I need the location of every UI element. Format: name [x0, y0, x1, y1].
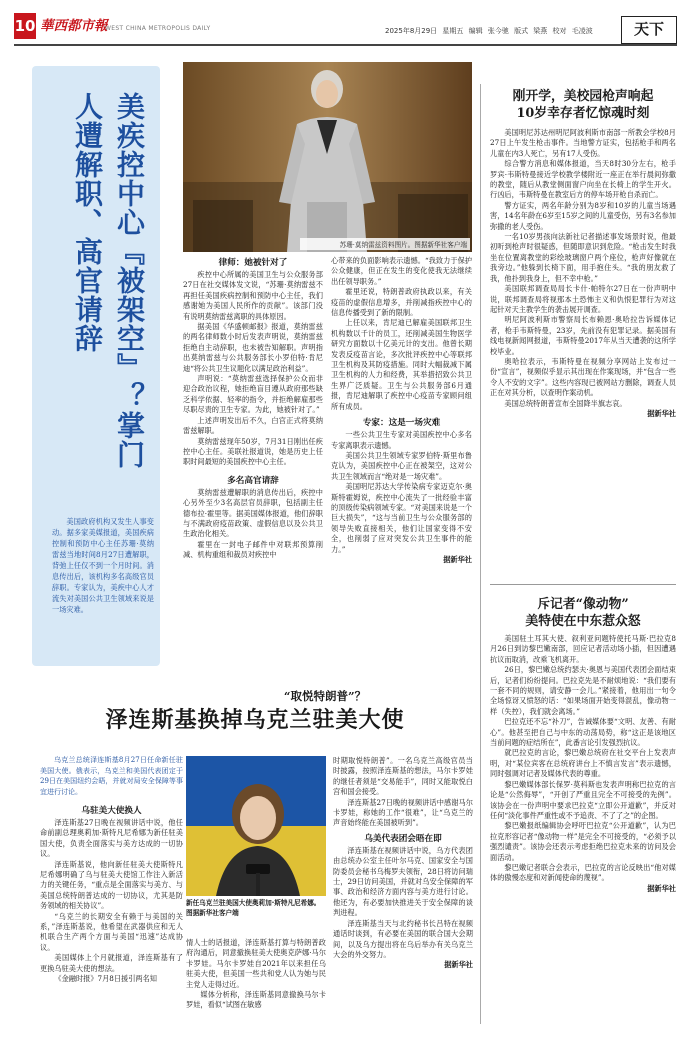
- issue-info: 2025年8月29日 星期五 编辑 张今驰 版式 梁燕 校对 毛凌波: [385, 27, 593, 35]
- article-text: [183, 488, 323, 561]
- paragraph: “乌克兰的长期安全有赖于与美国的关系，”泽连斯基说，他希望在武器供应和无人机联合生产两个方面与美国“迅速”达成协议。: [40, 911, 183, 952]
- article-text: [40, 818, 183, 985]
- paragraph: 时期取悦特朗普”。一名乌克兰高级官员当时披露，按照泽连斯基的想法，马尔卡罗娃的继任者须是“交易能手”，同时又能取悦白宫和国会接受。: [333, 756, 473, 797]
- paragraph: 《金融时报》7月8日援引两名知: [54, 974, 157, 984]
- paragraph: 警方证实，两名年龄分别为8岁和10岁的儿童当场遇害，14名年龄在6岁至15岁之间的儿童受伤，另有3名参加弥撒的老人受伤。: [490, 200, 676, 231]
- story-divider: [490, 584, 676, 585]
- article-text: [331, 430, 472, 555]
- header-rule: [14, 44, 677, 46]
- column-divider: [480, 84, 481, 1024]
- source-credit: 据新华社: [443, 554, 472, 564]
- newspaper-logo: 華西都市報: [40, 18, 108, 34]
- paragraph: 莫纳雷兹现年50岁，7月31日刚出任疾控中心主任。美联社报道说，她是历史上任职时间最短的美国疾控中心主任。: [183, 436, 323, 467]
- paragraph: 霍里在一封电子邮件中对联邦预算削减、机构重组和裁员对疾控中: [183, 539, 323, 560]
- source-credit: 据新华社: [444, 960, 473, 970]
- paragraph: 泽连斯基说，他向新任驻美大使斯特凡尼希娜明确了乌与驻美大使馆工作注入新活力的关键任务，“重点是全面落实与美方、与美国总统特朗普达成的一切协议，尤其是防务领域的相关协议”。: [40, 859, 183, 911]
- story-headline-text: 斥记者“像动物” 美特使在中东惹众怒: [525, 597, 641, 629]
- paragraph: 美国媒体上个月就报道，泽连斯基有了更换乌驻美大使的想法。: [40, 953, 183, 973]
- paragraph: 明尼阿波利斯市警察局长布赖恩·奥哈拉告诉媒体记者，枪手韦斯特曼，23岁，先前没有犯罪记录。据美国有线电视新闻网报道，韦斯特曼2017年从当天遭袭的这所学校毕业。: [490, 315, 676, 356]
- paragraph: 泽连斯基27日晚在视频讲话中说，他任命前副总理奥莉加·斯特凡尼希娜为新任驻美国大使，负责全面落实与美方达成的一切协议。: [40, 818, 183, 859]
- paragraph: 据美国《华盛顿邮报》报道，莫纳雷兹的两名律师数小时后发表声明说，莫纳雷兹拒绝自主动辞职，也未被告知解职。声明指出莫纳雷兹与公共服务部长小罗伯特·肯尼迪“将公共卫生议题化以满足政治利益”。: [183, 322, 323, 373]
- paragraph: 莫纳雷兹遭解职的消息传出后，疾控中心另外至少3名高层官员辞职，包括副主任德布拉·霍里等。据美国媒体报道，他们辞职与不满政府疫苗政策、虚假信息以及公共卫生政治化相关。: [183, 487, 323, 539]
- story-headline-text: 刚开学，美校园枪声响起 10岁幸存者忆惊魂时刻: [512, 89, 654, 121]
- ambassador-photo-image: [186, 756, 326, 896]
- article-text: [333, 846, 473, 960]
- paragraph: 奥哈拉表示，韦斯特曼在视频分享网站上发布过一份“宣言”，视频似乎显示其出现在作案现场，并“包含一些令人不安的文字”。这些内容现已被网站方删除，调查人员正在对其分析，以查明作案动机。: [490, 356, 676, 398]
- lead-headline: 美疾控中心『被架空』？掌门人遭解职、高官请辞: [71, 92, 146, 469]
- paragraph: 黎巴嫩记者联合会表示，巴拉克的言论反映出“他对媒体的傲慢态度和对新闻使命的蔑视”。: [490, 862, 676, 883]
- subheading: 多名高官请辞: [227, 475, 279, 486]
- paragraph: 美国驻土耳其大使、叙利亚问题特使托马斯·巴拉克8月26日到访黎巴嫩南部，回应记者活动场小插，但因遭遇抗议而取消，改乘飞机离开。: [490, 634, 676, 664]
- source-credit: 据新华社: [647, 408, 676, 418]
- newspaper-name-en: WEST CHINA METROPOLIS DAILY: [105, 25, 211, 32]
- paragraph: 美国公共卫生领域专家罗伯特·斯里布鲁克认为，美国疾控中心正在被架空，这对公共卫生领域而言“绝对是一场灾难”。: [331, 450, 472, 481]
- paragraph: 美国明尼苏达大学传染病专家迈克尔·奥斯特霍姆说，疾控中心流失了一批经验丰富的顶级传染病领域专家。“对美国来说是一个巨大损失”，“这与当前卫生与公众服务部的领导失败直接相关，他们让国家变得不安全，也削弱了应对突发公共卫生事件的能力。”: [331, 482, 472, 554]
- subheading: 乌美代表团会晤在即: [364, 833, 442, 844]
- story-headline: [488, 596, 678, 630]
- paragraph: 泽连斯基27日晚的视频讲话中感谢马尔卡罗娃，称她的工作“很难”，让“乌克兰的声音始终能在美国被听到”。: [333, 797, 473, 828]
- paragraph: 泽连斯基在视频讲话中说，乌方代表团由总统办公室主任叶尔马克、国家安全与国防委员会秘书乌梅罗夫领衔，28日将访问瑞士，29日访问美国，并就对乌安全保障的军事、政治和经济方面内容与美方进行讨论。他还为，有必要加快推进关于安全保障的谈判进程。: [333, 845, 473, 918]
- main-photo: [183, 62, 472, 252]
- paragraph: 声明说：“莫纳雷兹选择保护公众而非迎合政治议程，她拒绝盲目遵从政府那些缺乏科学依据、轻率的指令，并拒绝解雇那些尽职尽责的卫生专家。为此，她被针对了。”: [183, 374, 323, 415]
- section-name: 天下: [621, 16, 677, 44]
- paragraph: 上述声明发出后不久，白宫正式将莫纳雷兹解职。: [183, 415, 323, 436]
- paragraph: 美国联邦调查局局长卡什·帕特尔27日在一份声明中说，联邦调查局将视那本土恐怖主义和仇恨犯罪行为对这起针对天主教学生的袭击展开调查。: [490, 284, 676, 314]
- subheading: 乌驻美大使换人: [81, 806, 142, 816]
- article2-column-2: [186, 938, 326, 1034]
- story-body: [490, 634, 676, 1032]
- lead-column-1: [183, 256, 323, 656]
- ambassador-photo: [186, 756, 326, 896]
- paragraph: 媒体分析称，泽连斯基同意撤换马尔卡罗娃，看似“试图在敏感: [186, 990, 326, 1010]
- paragraph: 美国明尼苏达州明尼阿波利斯市南部一所教会学校8月27日上午发生枪击事件。当地警方证实，包括枪手和两名儿童在内3人死亡，另有17人受伤。: [490, 128, 676, 158]
- lead-summary: 美国政府机构又发生人事变动。据多家美媒报道，美国疾病控制和预防中心主任苏珊·莫纳雷兹当地时间8月27日遭解职，背弛上任仅不到一个月时间。消息传出后，该机构多名高级官员辞职。专家认为，美疾中心人才流失对美国公共卫生领域来说是一场灾难。: [52, 517, 154, 614]
- story-headline: [488, 88, 678, 122]
- main-photo-image: [183, 62, 472, 252]
- paragraph: 泽连斯基当天与北约秘书长吕特在视频通话时谈到，有必要在美国的联合国大会期间，以及乌方提出将在乌后举办有关乌克兰大会的外交努力。: [333, 918, 473, 959]
- paragraph: 黎巴嫩媒体部长保罗·莫科斯也发表声明称巴拉克的言论是“公然侮辱”，“开创了严重且完全不可接受的先例”。该协会在一份声明中要求巴拉克“立即公开道歉”，并反对任何“淡化事件严重性或不予追责、不了了之”的企图。: [490, 779, 676, 820]
- article2-column-1: [40, 804, 183, 1036]
- paragraph: 就巴拉克的言论，黎巴嫩总统府在社交平台上发表声明，对“某位宾客在总统府讲台上不慎言发言”表示遗憾，同时强调对记者及媒体代表的尊重。: [490, 748, 676, 779]
- paragraph: 疾控中心所属的美国卫生与公众服务部27日在社交媒体发文说，“苏珊·莫纳雷兹不再担任美国疾病控制和预防中心主任，我们感谢她为美国人民所作的贡献”。该部门没有说明莫纳雷兹离职的具体原因。: [183, 270, 323, 321]
- paragraph: 情人士的话报道，泽连斯基打算与特朗普政府沟通后，同意撤换驻美大使奥克萨娜·马尔卡罗娃。马尔卡罗娃自2021年以来担任乌驻美大使，但美国一些共和党人认为她与民主党人走得过近。: [186, 938, 326, 989]
- paragraph: 上任以来，肯尼迪已解雇美国联邦卫生机构数以千计的员工，还削减美国生物医学研究方面数以十亿美元计的支出。他曾长期发表反疫苗言论，多次批评疾控中心等联邦卫生机构及其防疫措施。同时大幅裁减下属卫生机构的人力和经费，其举措招致公共卫生界广泛质疑。卫生与公共服务部6月通报，肯尼迪解职了疾控中心疫苗专家顾问组所有成员。: [331, 318, 472, 411]
- article-text: [333, 756, 473, 829]
- paragraph: 综合警方消息和媒体报道，当天8时30分左右，枪手罗宾·韦斯特曼接近学校教学楼附近一座正在举行晨间弥撒的教堂，随后从教堂侧面窗户向坐在长椅上的学生开火。行凶后，韦斯特曼在教室后方的停车场开枪自杀而亡。: [490, 159, 676, 200]
- paragraph: 26日，黎巴嫩总统约瑟夫·奥恩与美国代表团会面结束后，记者们纷纷提问。巴拉克先是不耐烦地说：“我们要有一套不同的规则，请安静一会儿。”紧接着，他用出一句令全场惊讶又愤怒的话：“如果场面开始变得混乱，像动物一样（失控），我们就会离场。”: [490, 665, 676, 716]
- article-kicker: “取悦特朗普”？: [283, 689, 367, 703]
- paragraph: 心带来的负面影响表示遗憾。“我致力于保护公众健康，但正在发生的变化使我无法继续出任领导职务。”: [331, 256, 472, 286]
- ambassador-photo-caption: 新任乌克兰驻美国大使奥莉加·斯特凡尼希娜。 图据新华社客户端: [186, 899, 321, 917]
- paragraph: 黎巴嫩报纸编辑协会呼吁巴拉克“公开道歉”，认为巴拉克形容记者“像动物一样”是完全不可接受的，“必须予以强烈谴责”。该协会还表示考虑拒绝巴拉克未来的访问及会面活动。: [490, 821, 676, 862]
- lead-column-2: [331, 256, 472, 668]
- article-headline: 泽连斯基换掉乌克兰驻美大使: [105, 707, 405, 733]
- source-credit: 据新华社: [647, 883, 676, 893]
- subheading: 律师：她被针对了: [218, 258, 288, 268]
- paragraph: 霍里还说，特朗普政府执政以来，有关疫苗的虚假信息增多，并削减指疾控中心的信息传播受到了新的限制。: [331, 287, 472, 318]
- paragraph: 一名10岁男孩向法新社记者描述事发场景时说，他最初听到枪声时很疑惑，但随即意识到危险。“枪击发生时我坐在位置离教堂的彩绘玻璃窗户两个座位，枪声好像就在我旁边。”他躲到长椅下面，用手抱住头。“我的朋友救了我，他扑到我身上，但不幸中枪。”: [490, 232, 676, 283]
- story-body: [490, 128, 676, 578]
- paragraph: 一些公共卫生专家对美国疾控中心多名专家离职表示遗憾。: [331, 430, 472, 450]
- page-number: 10: [14, 13, 36, 39]
- main-photo-caption: 苏珊·莫纳雷兹资料图片。图据新华社客户端: [300, 238, 470, 250]
- article-text: [183, 270, 323, 468]
- paragraph: 巴拉克还不忘“补刀”，告诫媒体要“文明、友善、有耐心”。他甚至把自己与中东的动荡局势，称“这正是该地区当前问题的症结所在”，此番言论引发强烈抗议。: [490, 717, 676, 748]
- article-summary: 乌克兰总统泽连斯基8月27日任命新任驻美国大使。俄表示，乌克兰和美国代表团定于29日在美国纽约会晤，并就对局安全保障等事宜进行讨论。: [40, 756, 183, 796]
- article2-column-3: [333, 756, 473, 1036]
- article-text: [331, 256, 472, 412]
- paragraph: 美国总统特朗普宣布全国降半旗志哀。: [504, 398, 627, 408]
- subheading: 专家：这是一场灾难: [362, 418, 441, 429]
